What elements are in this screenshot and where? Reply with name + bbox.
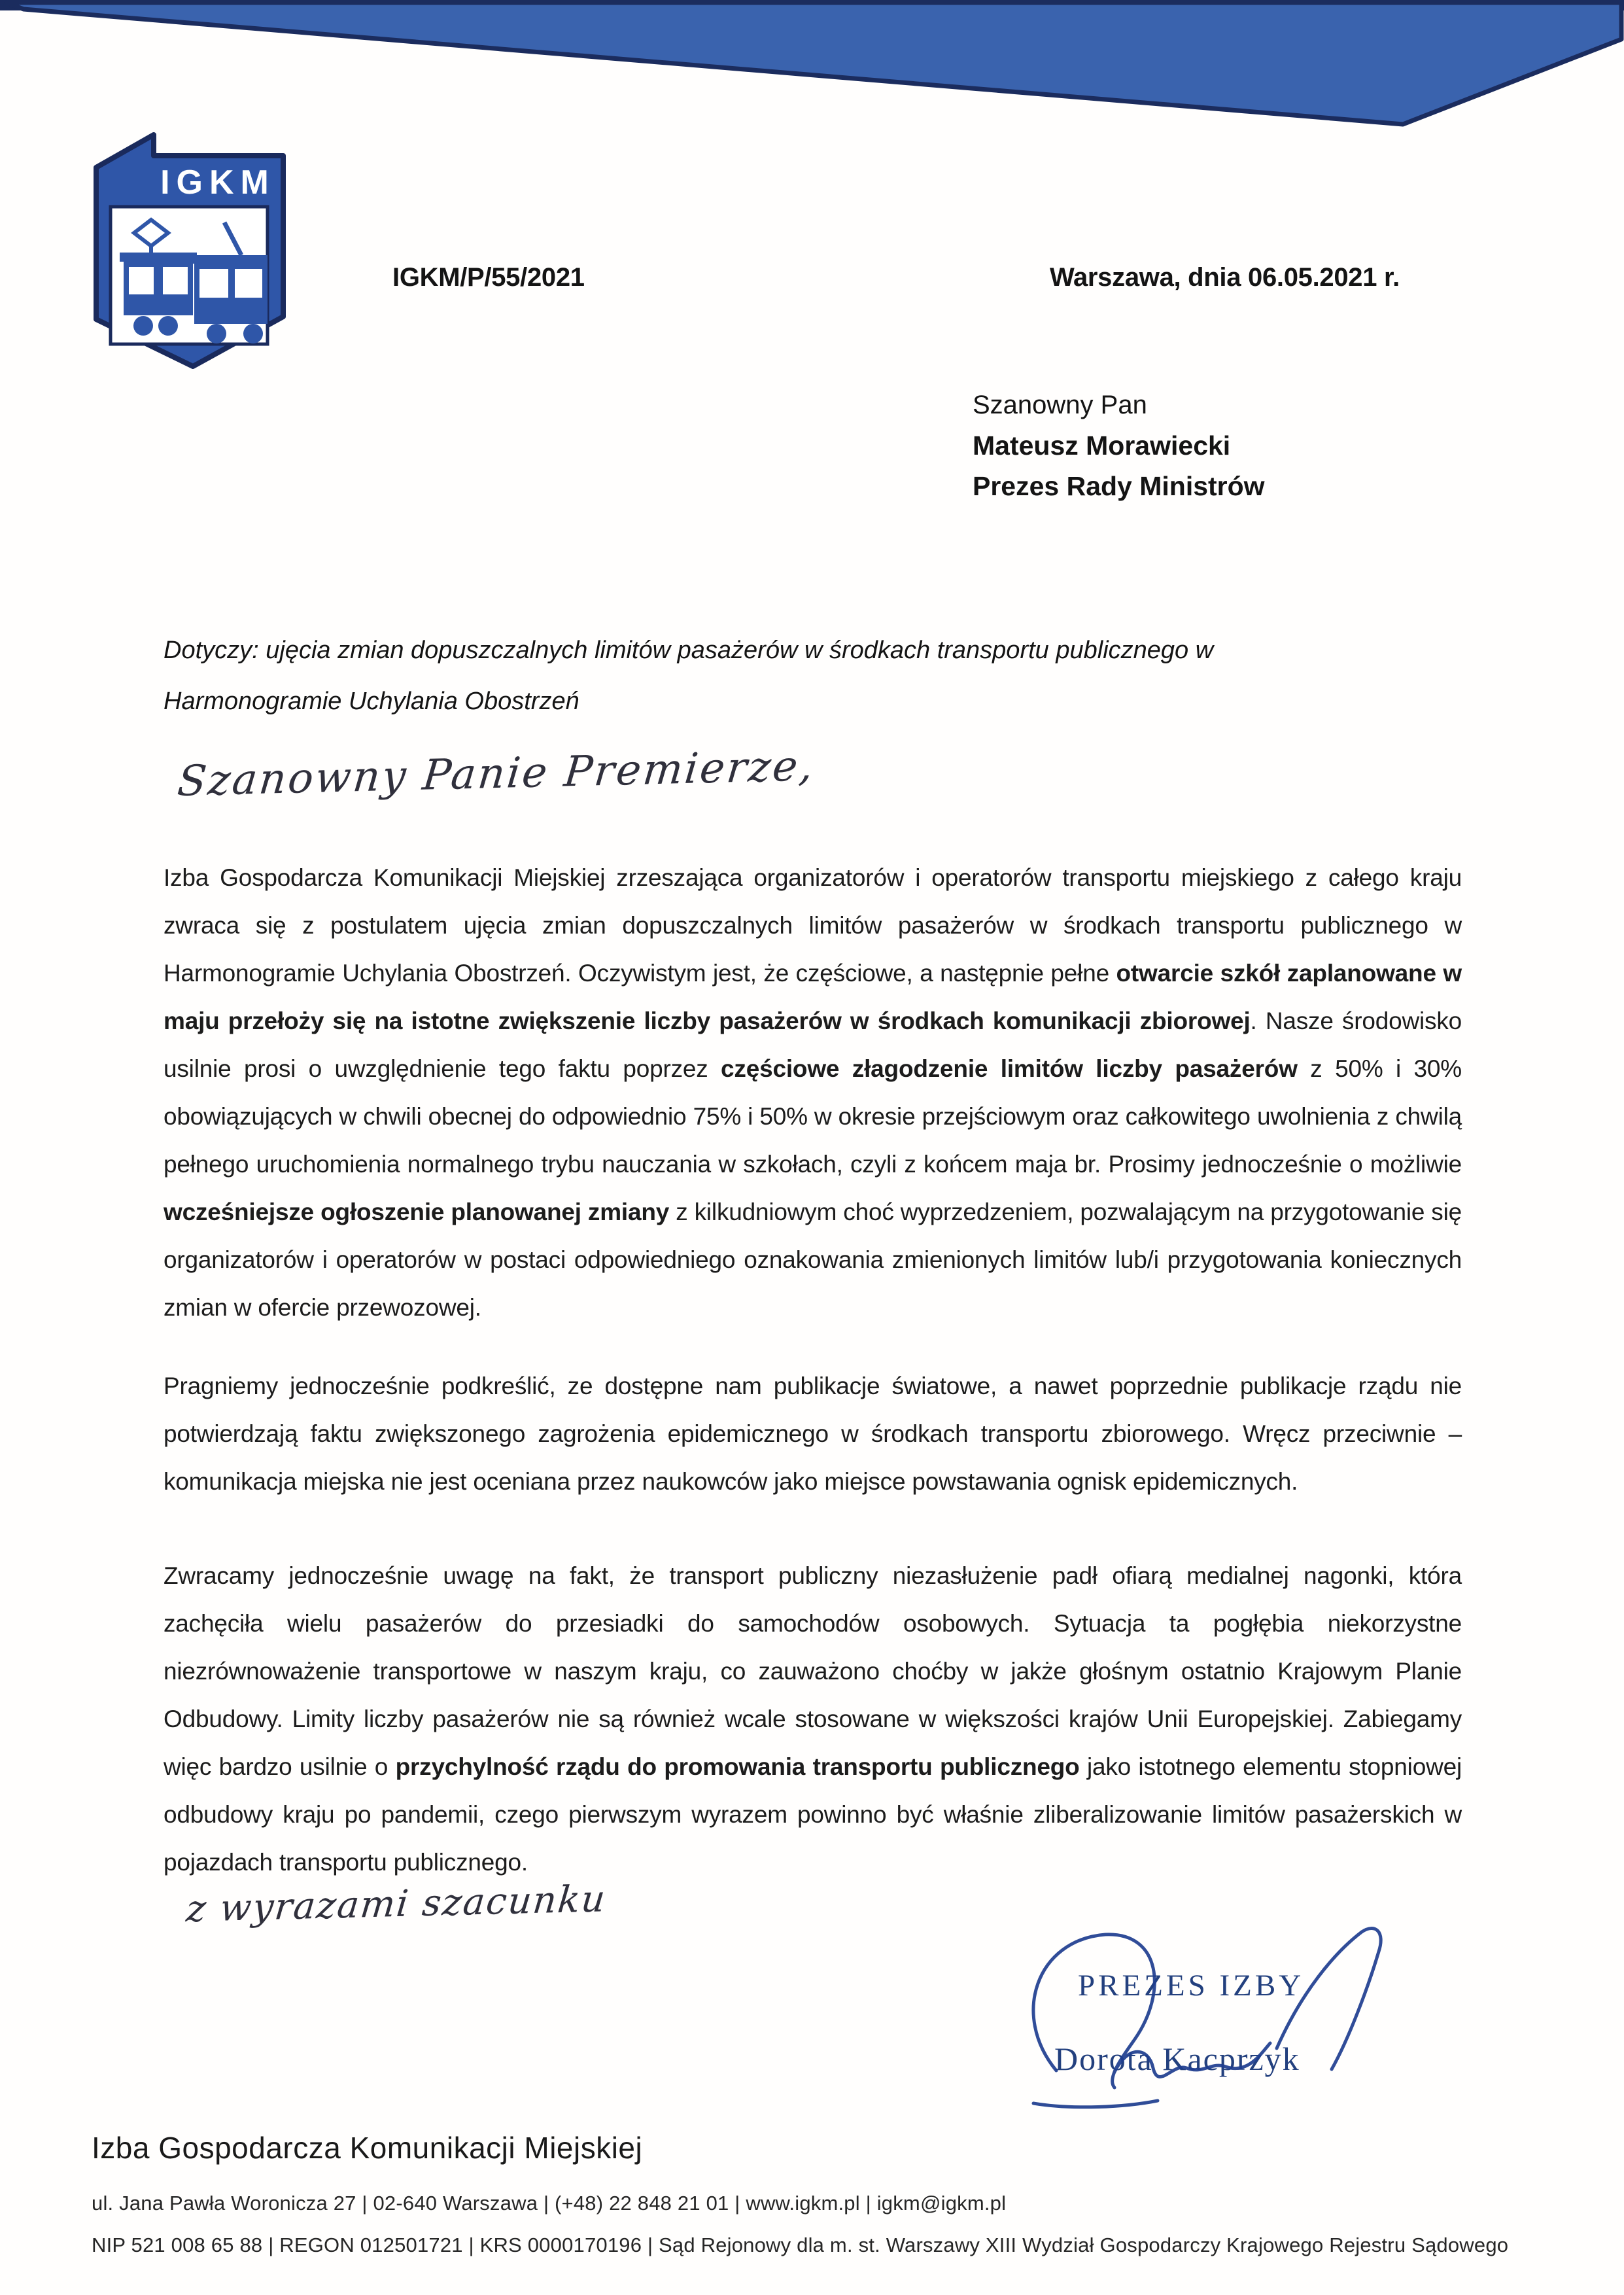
text-segment-bold: wcześniejsze ogłoszenie planowanej zmiany [164, 1199, 670, 1225]
recipient-title: Prezes Rady Ministrów [973, 471, 1265, 501]
handwritten-signature [994, 1914, 1413, 2116]
igkm-logo [88, 126, 291, 373]
handwritten-closing: z wyrazami szacunku [184, 1878, 609, 1931]
footer-address: ul. Jana Pawła Woronicza 27 | 02-640 Warszawa | (+48) 22 848 21 01 | www.igkm.pl | igkm@igkm.pl [92, 2192, 1007, 2215]
body-paragraph-3 [164, 1552, 1462, 1886]
handwritten-greeting: Szanowny Panie Premierze, [175, 741, 818, 806]
igkm-logo-graphic [88, 126, 291, 373]
text-segment: z kilkudniowym choć wyprzedzeniem, pozwalającym na przygotowanie się organizatorów i operatorów w postaci odpowiedniego oznakowania zmienionych limitów lub/i przygotowania koniecznych zmian w ofercie przewozowej. [164, 1199, 1462, 1321]
banner-wedge-shape [0, 0, 1624, 131]
place-and-date: Warszawa, dnia 06.05.2021 r. [1050, 263, 1400, 292]
body-paragraph-1 [164, 854, 1462, 1331]
text-segment-bold: przychylność rządu do promowania transportu publicznego [395, 1753, 1080, 1780]
recipient-name: Mateusz Morawiecki [973, 430, 1231, 461]
text-segment-bold: otwarcie szkół zaplanowane w maju przełoży się na istotne zwiększenie liczby pasażerów w środkach komunikacji zbiorowej [164, 960, 1462, 1034]
top-banner-graphic [0, 0, 1624, 131]
text-segment: jako istotnego elementu stopniowej odbudowy kraju po pandemii, czego pierwszym wyrazem powinno być właśnie zliberalizowanie limitów pasażerskich w pojazdach transportu publicznego. [164, 1753, 1462, 1876]
body-paragraph-2 [164, 1362, 1462, 1505]
text-segment: . Nasze środowisko usilnie prosi o uwzględnienie tego faktu poprzez [164, 1007, 1462, 1082]
reference-number: IGKM/P/55/2021 [392, 263, 585, 292]
text-segment: Pragniemy jednocześnie podkreślić, ze dostępne nam publikacje światowe, a nawet poprzednie publikacje rządu nie potwierdzają faktu zwiększonego zagrożenia epidemicznego w środkach transportu zbiorowego. Wręcz przeciwnie – komunikacja miejska nie jest oceniana przez naukowców jako miejsce powstawania ognisk epidemicznych. [164, 1373, 1462, 1495]
footer-organization: Izba Gospodarcza Komunikacji Miejskiej [92, 2131, 643, 2165]
subject-line: Dotyczy: ujęcia zmian dopuszczalnych limitów pasażerów w środkach transportu publicznego w Harmonogramie Uchylania Obostrzeń [164, 637, 1214, 715]
signature-ink-strokes [994, 1914, 1413, 2116]
text-segment-bold: częściowe złagodzenie limitów liczby pasażerów [721, 1055, 1298, 1082]
footer-registry: NIP 521 008 65 88 | REGON 012501721 | KRS 0000170196 | Sąd Rejonowy dla m. st. Warszawy XIII Wydział Gospodarczy Krajowego Rejestru Sądowego [92, 2234, 1509, 2256]
stamp-name: Dorota Kacprzyk [1054, 2041, 1300, 2077]
recipient-block [973, 385, 1265, 506]
recipient-salutation: Szanowny Pan [973, 391, 1147, 419]
text-segment: Izba Gospodarcza Komunikacji Miejskiej zrzeszająca organizatorów i operatorów transportu miejskiego z całego kraju zwraca się z postulatem ujęcia zmian dopuszczalnych limitów pasażerów w środkach transportu publicznego w Harmonogramie Uchylania Obostrzeń. Oczywistym jest, że częściowe, a następnie pełne [164, 864, 1462, 987]
text-segment: Zwracamy jednocześnie uwagę na fakt, że transport publiczny niezasłużenie padł ofiarą medialnej nagonki, która zachęciła wielu pasażerów do przesiadki do samochodów osobowych. Sytuacja ta pogłębia niekorzystne niezrównoważenie transportowe w naszym kraju, co zauważono choćby w jakże głośnym ostatnio Krajowym Planie Odbudowy. Limity liczby pasażerów nie są również wcale stosowane w większości krajów Unii Europejskiej. Zabiegamy więc bardzo usilnie o [164, 1562, 1462, 1780]
igkm-logo-text: IGKM [160, 164, 275, 201]
text-segment: z 50% i 30% obowiązujących w chwili obecnej do odpowiednio 75% i 50% w okresie przejściowym oraz całkowitego uwolnienia z chwilą pełnego uruchomienia normalnego trybu nauczania w szkołach, czyli z końcem maja br. Prosimy jednocześnie o możliwie [164, 1055, 1462, 1178]
stamp-title: PREZES IZBY [1078, 1969, 1305, 2003]
